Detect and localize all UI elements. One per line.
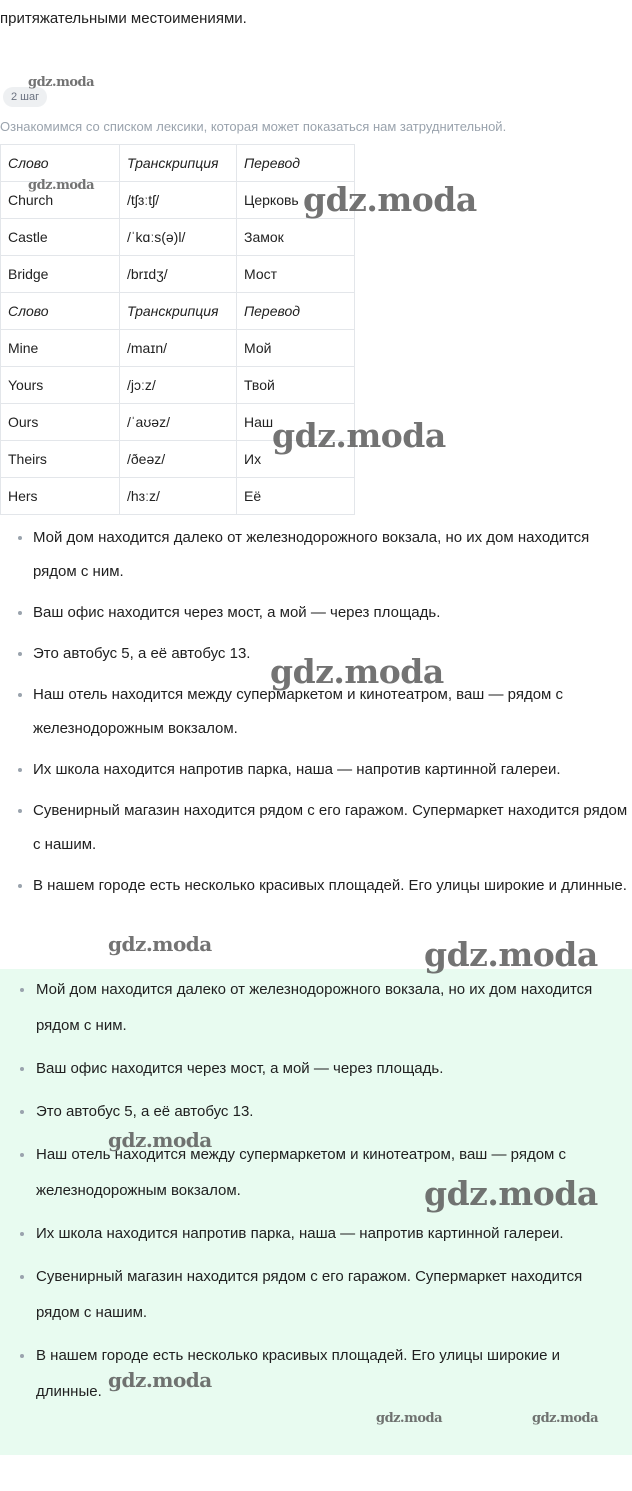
cell-word: Bridge	[1, 256, 120, 293]
watermark: gdz.moda	[532, 1411, 599, 1426]
watermark: gdz.moda	[108, 1368, 212, 1392]
cell-transcription: /ˈaʊəz/	[120, 404, 237, 441]
watermark: gdz.moda	[108, 932, 212, 956]
cell-transcription: Транскрипция	[120, 293, 237, 330]
cell-word: Hers	[1, 478, 120, 515]
table-row	[1, 256, 355, 293]
table-row	[1, 478, 355, 515]
table-header-row	[1, 293, 355, 330]
list-item: Наш отель находится между супермаркетом и кинотеатром, ваш — рядом с железнодорожным вокзалом.	[0, 1137, 632, 1209]
table-header-row	[1, 145, 355, 182]
cell-word: Слово	[1, 293, 120, 330]
cell-translation: Перевод	[237, 145, 355, 182]
watermark: gdz.moda	[270, 652, 444, 691]
cell-translation: Их	[237, 441, 355, 478]
cell-translation: Мой	[237, 330, 355, 367]
cell-translation: Перевод	[237, 293, 355, 330]
list-item: Ваш офис находится через мост, а мой — через площадь.	[0, 1051, 632, 1087]
list-item: Наш отель находится между супермаркетом и кинотеатром, ваш — рядом с железнодорожным вокзалом.	[0, 678, 632, 746]
list-item: Сувенирный магазин находится рядом с его гаражом. Супермаркет находится рядом с нашим.	[0, 794, 632, 862]
cell-transcription: Транскрипция	[120, 145, 237, 182]
vocabulary-table	[0, 144, 355, 515]
cell-transcription: /brɪdʒ/	[120, 256, 237, 293]
table-row	[1, 219, 355, 256]
cell-translation: Замок	[237, 219, 355, 256]
table-row	[1, 367, 355, 404]
cell-translation: Твой	[237, 367, 355, 404]
cell-word: Слово	[1, 145, 120, 182]
cell-word: Church	[1, 182, 120, 219]
answer-list	[0, 972, 632, 1417]
list-item: Ваш офис находится через мост, а мой — через площадь.	[0, 596, 632, 630]
cell-translation: Её	[237, 478, 355, 515]
cell-word: Yours	[1, 367, 120, 404]
cell-translation: Мост	[237, 256, 355, 293]
list-item: Их школа находится напротив парка, наша — напротив картинной галереи.	[0, 753, 632, 787]
list-item: Сувенирный магазин находится рядом с его гаражом. Супермаркет находится рядом с нашим.	[0, 1259, 632, 1331]
step-badge: 2 шаг	[3, 87, 47, 107]
cell-transcription: /hɜːz/	[120, 478, 237, 515]
lead-text: Ознакомимся со списком лексики, которая может показаться нам затруднительной.	[0, 119, 507, 134]
cell-translation: Церковь	[237, 182, 355, 219]
list-item: В нашем городе есть несколько красивых площадей. Его улицы широкие и длинные.	[0, 869, 632, 903]
cell-word: Ours	[1, 404, 120, 441]
cell-transcription: /ðeəz/	[120, 441, 237, 478]
table-row	[1, 182, 355, 219]
table-row	[1, 441, 355, 478]
watermark: gdz.moda	[272, 416, 446, 455]
cell-transcription: /tʃɜːtʃ/	[120, 182, 237, 219]
watermark: gdz.moda	[28, 75, 95, 90]
cell-word: Mine	[1, 330, 120, 367]
watermark: gdz.moda	[376, 1411, 443, 1426]
table-row	[1, 330, 355, 367]
cell-translation: Наш	[237, 404, 355, 441]
list-item: Мой дом находится далеко от железнодорожного вокзала, но их дом находится рядом с ним.	[0, 972, 632, 1044]
sentence-list	[0, 521, 632, 910]
watermark: gdz.moda	[424, 1174, 598, 1213]
intro-text: притяжательными местоимениями.	[0, 10, 247, 27]
cell-transcription: /ˈkɑːs(ə)l/	[120, 219, 237, 256]
cell-word: Theirs	[1, 441, 120, 478]
watermark: gdz.moda	[424, 935, 598, 974]
watermark: gdz.moda	[28, 178, 95, 193]
watermark: gdz.moda	[108, 1128, 212, 1152]
list-item: Это автобус 5, а её автобус 13.	[0, 1094, 632, 1130]
watermark: gdz.moda	[303, 180, 477, 219]
list-item: В нашем городе есть несколько красивых площадей. Его улицы широкие и длинные.	[0, 1338, 632, 1410]
cell-word: Castle	[1, 219, 120, 256]
list-item: Их школа находится напротив парка, наша — напротив картинной галереи.	[0, 1216, 632, 1252]
list-item: Это автобус 5, а её автобус 13.	[0, 637, 632, 671]
table-row	[1, 404, 355, 441]
cell-transcription: /jɔːz/	[120, 367, 237, 404]
list-item: Мой дом находится далеко от железнодорожного вокзала, но их дом находится рядом с ним.	[0, 521, 632, 589]
cell-transcription: /maɪn/	[120, 330, 237, 367]
